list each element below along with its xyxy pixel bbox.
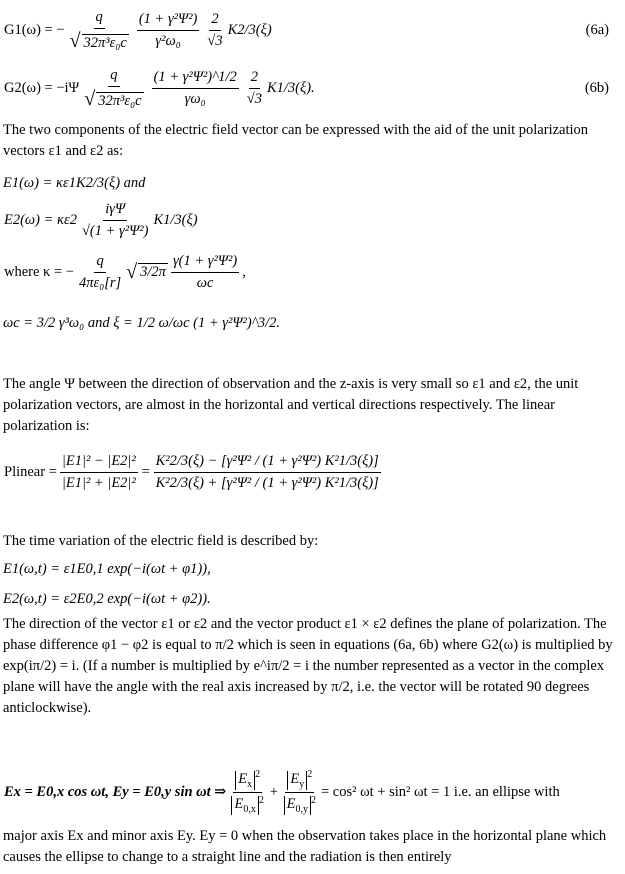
g2-lhs: G2(ω) = −iΨ — [4, 79, 80, 96]
g1-num: (1 + γ²Ψ²) — [137, 11, 200, 31]
equation-g1 — [4, 6, 619, 54]
g1-frac-main — [137, 11, 200, 50]
g2-frac-main: $\frac{\text{(1 + γ²Ψ²)\textasciicircum{}1/2}}{\text{γω₀}}$ — [153, 68, 237, 107]
equation-tag-6a: (6a) — [585, 21, 609, 38]
g1-q: q — [94, 9, 105, 29]
equation-e2: E2(ω) = κε2 $\frac{\text{iγΨ}}{\text{√(1 + γ²Ψ²)}}$ K1/3(ξ) — [4, 200, 198, 239]
g2-frac-q: $\frac{q}{\text{√ 32π³ε₀c}}$ — [84, 66, 142, 110]
g1-frac-q: $\frac{q}{\text{√ 32π³ε₀c}}$ — [69, 8, 127, 52]
paragraph-major-axis: major axis Ex and minor axis Ey. Ey = 0 when the observation takes place in the horizontal plane which causes the ellipse to change to a straight line and the radiation is then entirely — [3, 828, 607, 865]
paragraph-angle: The angle Ψ between the direction of observation and the z-axis is very small so ε1 and ε2, the unit polarization vectors, are almost in the horizontal and vertical directions respectively. The linear polarization is: — [3, 376, 579, 434]
paragraph-time-variation: The time variation of the electric field is described by: — [3, 533, 319, 549]
equation-plinear: Plinear = $\frac{\text{|E1|² − |E2|²}}{\text{|E1|² + |E2|²}}$ = $\frac{\text{K²2/3(ξ) − [γ²Ψ² / (1 + γ²Ψ²) K²1/3(ξ)]}}{\text{K²2/3(ξ) + [γ²Ψ² / (1 + γ²Ψ²) K²1/3(ξ)]}}$ — [4, 452, 379, 491]
g1-den: γ²ω₀ — [155, 32, 181, 49]
equation-e2-time: E2(ω,t) = ε2E0,2 exp(−i(ωt + φ2)). — [3, 591, 211, 607]
g2-bessel: K1/3(ξ). — [266, 79, 315, 96]
g1-frac-2: $\frac{2}{√3}$ — [207, 10, 223, 49]
g1-lhs: G1(ω) = − — [4, 21, 65, 38]
g2-frac-2: $\frac{2}{√3}$ — [246, 68, 262, 107]
equation-e1: E1(ω) = κε1K2/3(ξ) and — [3, 175, 146, 191]
g1-bessel: K2/3(ξ) — [227, 21, 272, 38]
equation-e1-time: E1(ω,t) = ε1E0,1 exp(−i(ωt + φ1)), — [3, 561, 211, 577]
equation-wc-xi: ωc = 3/2 γ³ω₀ and ξ = 1/2 ω/ωc (1 + γ²Ψ²)^3/2. — [3, 315, 280, 331]
equation-tag-6b: (6b) — [584, 79, 609, 96]
equation-g2 — [4, 62, 619, 114]
g1-root: 32π³ε₀c — [83, 34, 127, 51]
paragraph-components: The two components of the electric field vector can be expressed with the aid of the unit polarization vectors ε1 and ε2 as: — [3, 122, 589, 159]
equation-ellipse: Ex = E0,x cos ωt, Ey = E0,y sin ωt ⇒ $\frac{E_x^2}{E_{0,x}^2}$ + $\frac{E_y^2}{E_{0,y}^2}$ = cos² ωt + sin² ωt = 1 i.e. an ellipse with — [4, 768, 560, 816]
equation-kappa: where κ = − $\frac{q}{\text{4πε₀[r]}}$ √ 3/2π $\frac{\text{γ(1 + γ²Ψ²)}}{\omega c}$ , — [4, 252, 246, 291]
paragraph-polarization-plane: The direction of the vector ε1 or ε2 and the vector product ε1 × ε2 defines the plane of polarization. The phase difference φ1 − φ2 is equal to π/2 which is seen in equations (6a, 6b) where G2(ω) is multiplied by exp(iπ/2) = i. (If a number is multiplied by e^iπ/2 = i the number represented as a vector in the complex plane will have the angle with the real axis increased by π/2, i.e. the vector will be rotated 90 degrees anticlockwise). — [3, 616, 613, 716]
